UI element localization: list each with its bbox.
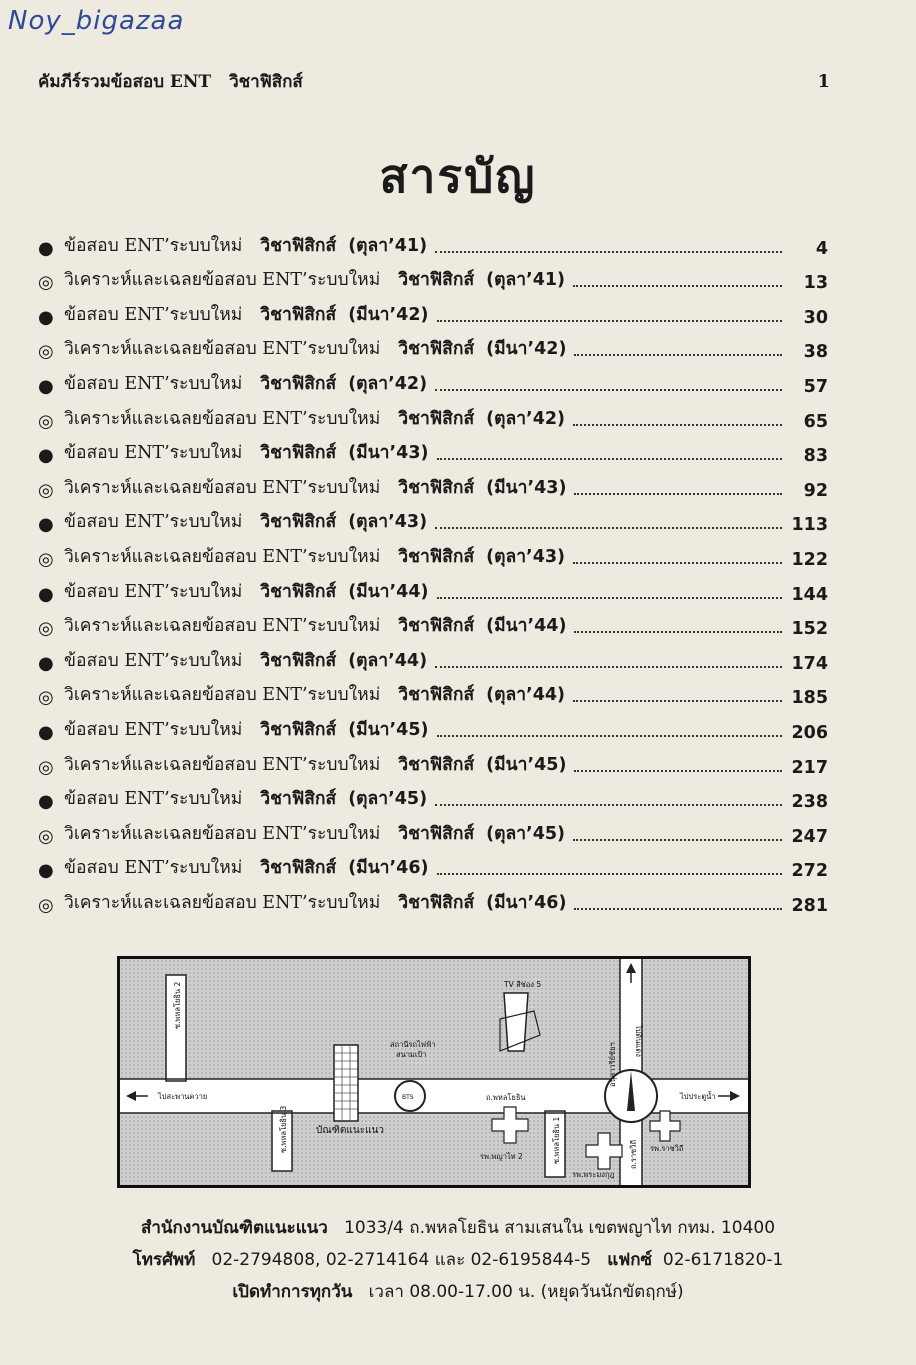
- toc-entry-text: ข้อสอบ ENT’ระบบใหม่: [64, 789, 243, 810]
- ring-bullet-icon: [38, 480, 64, 501]
- toc-entry-page: 83: [803, 446, 828, 467]
- toc-entry: [38, 605, 828, 640]
- solid-bullet-icon: [38, 722, 64, 743]
- solid-bullet-icon: [38, 653, 64, 674]
- toc-entry-subject: วิชาฟิสิกส์: [398, 892, 475, 913]
- toc-entry-date: (มีนา’43): [348, 443, 429, 464]
- toc-entry-date: (มีนา’45): [486, 754, 567, 775]
- ring-bullet-icon: [38, 618, 64, 639]
- toc-entry: [38, 501, 828, 536]
- map-label-pratunam: ไปประตูน้ำ: [680, 1092, 716, 1101]
- ring-bullet-icon: [38, 411, 64, 432]
- toc-entry: [38, 743, 828, 778]
- header-subject: วิชาฟิสิกส์: [229, 71, 303, 92]
- toc-entry-date: (ตุลา’42): [348, 373, 428, 394]
- office-building-icon: [334, 1045, 358, 1121]
- toc-entry-subject: วิชาฟิสิกส์: [398, 339, 475, 360]
- toc-entry-subject: วิชาฟิสิกส์: [398, 546, 475, 567]
- dot-leader: [437, 873, 782, 875]
- dot-leader: [573, 562, 782, 564]
- toc-entry-page: 30: [803, 307, 828, 328]
- map-label-phahon-road: ถ.พหลโยธิน: [486, 1093, 526, 1102]
- ring-bullet-icon: [38, 895, 64, 916]
- map-label-bts-station2: สนามเป้า: [396, 1050, 427, 1059]
- toc-entry-date: (ตุลา’45): [486, 823, 566, 844]
- toc-entry-text: วิเคราะห์และเฉลยข้อสอบ ENT’ระบบใหม่: [64, 754, 381, 775]
- dot-leader: [573, 424, 782, 426]
- map-label-soi3: ซ.พหลโยธิน 3: [279, 1105, 288, 1153]
- map-label-ratchawithi-road: ถ.ราชวิถี: [629, 1139, 638, 1169]
- solid-bullet-icon: [38, 307, 64, 328]
- map-label-office: บัณฑิตแนะแนว: [316, 1125, 384, 1136]
- page-title: สารบัญ: [379, 149, 537, 203]
- handwritten-note: Noy_bigazaa: [8, 6, 185, 36]
- dot-leader: [435, 804, 782, 806]
- toc-entry: [38, 674, 828, 709]
- map-label-bts-station: สถานีรถไฟฟ้า: [390, 1040, 436, 1049]
- office-address: 1033/4 ถ.พหลโยธิน สามเสนใน เขตพญาไท กทม. 10400: [344, 1218, 776, 1238]
- toc-entry-date: (มีนา’45): [348, 719, 429, 740]
- toc-entry-text: วิเคราะห์และเฉลยข้อสอบ ENT’ระบบใหม่: [64, 477, 381, 498]
- phone-numbers: 02-2794808, 02-2714164 และ 02-6195844-5: [211, 1250, 592, 1270]
- fax-label: แฟกซ์: [607, 1250, 653, 1270]
- ring-bullet-icon: [38, 341, 64, 362]
- toc-entry-subject: วิชาฟิสิกส์: [398, 685, 475, 706]
- dot-leader: [437, 735, 782, 737]
- toc-entry-subject: วิชาฟิสิกส์: [398, 823, 475, 844]
- dot-leader: [437, 458, 782, 460]
- tv5-tower-icon: [504, 993, 528, 1051]
- hours-line: [76, 1276, 840, 1308]
- map-label-saphan-khwai: ไปสะพานควาย: [158, 1092, 208, 1101]
- toc-entry-text: ข้อสอบ ENT’ระบบใหม่: [64, 443, 243, 464]
- toc-entry-page: 92: [803, 480, 828, 501]
- map-label-din-daeng: ไปดินแดง: [634, 1025, 643, 1057]
- toc-entry: [38, 881, 828, 916]
- toc-entry-text: ข้อสอบ ENT’ระบบใหม่: [64, 373, 243, 394]
- dot-leader: [574, 631, 782, 633]
- toc-entry-text: ข้อสอบ ENT’ระบบใหม่: [64, 581, 243, 602]
- toc-entry-text: วิเคราะห์และเฉลยข้อสอบ ENT’ระบบใหม่: [64, 546, 381, 567]
- toc-entry-text: ข้อสอบ ENT’ระบบใหม่: [64, 512, 243, 533]
- toc-entry-subject: วิชาฟิสิกส์: [260, 858, 337, 879]
- toc-entry-text: วิเคราะห์และเฉลยข้อสอบ ENT’ระบบใหม่: [64, 408, 381, 429]
- toc-entry: [38, 293, 828, 328]
- map-drawing: [120, 959, 748, 1185]
- fax-number: 02-6171820-1: [662, 1250, 784, 1270]
- toc-entry-text: วิเคราะห์และเฉลยข้อสอบ ENT’ระบบใหม่: [64, 270, 381, 291]
- toc-entry-page: 113: [791, 515, 828, 536]
- toc-entry-text: วิเคราะห์และเฉลยข้อสอบ ENT’ระบบใหม่: [64, 616, 381, 637]
- office-label: สำนักงานบัณฑิตแนะแนว: [140, 1218, 328, 1238]
- toc-entry-date: (มีนา’46): [348, 858, 429, 879]
- toc-entry-date: (ตุลา’41): [486, 270, 566, 291]
- toc-entry-page: 272: [791, 861, 828, 882]
- dot-leader: [437, 597, 782, 599]
- address-line: [76, 1212, 840, 1244]
- toc-entry-page: 65: [803, 411, 828, 432]
- toc-entry-page: 281: [791, 895, 828, 916]
- toc-entry: [38, 570, 828, 605]
- toc-entry-date: (มีนา’43): [486, 477, 567, 498]
- toc-entry-page: 13: [803, 273, 828, 294]
- toc-entry-subject: วิชาฟิสิกส์: [260, 581, 337, 602]
- toc-entry: [38, 259, 828, 294]
- toc-entry-subject: วิชาฟิสิกส์: [398, 270, 475, 291]
- toc-entry-text: วิเคราะห์และเฉลยข้อสอบ ENT’ระบบใหม่: [64, 823, 381, 844]
- toc-entry-page: 122: [791, 549, 828, 570]
- solid-bullet-icon: [38, 860, 64, 881]
- toc-entry-date: (ตุลา’44): [348, 650, 428, 671]
- toc-entry-subject: วิชาฟิสิกส์: [260, 719, 337, 740]
- toc-entry-date: (ตุลา’43): [486, 546, 566, 567]
- toc-entry-date: (ตุลา’41): [348, 235, 428, 256]
- solid-bullet-icon: [38, 376, 64, 397]
- toc-entry-subject: วิชาฟิสิกส์: [260, 512, 337, 533]
- toc-entry-subject: วิชาฟิสิกส์: [398, 408, 475, 429]
- phone-line: [76, 1244, 840, 1276]
- toc-entry-page: 4: [815, 238, 828, 259]
- hours-label: เปิดทำการทุกวัน: [232, 1282, 353, 1302]
- toc-entry-date: (มีนา’44): [348, 581, 429, 602]
- contact-info: [76, 1212, 840, 1308]
- toc-entry-subject: วิชาฟิสิกส์: [398, 754, 475, 775]
- dot-leader: [437, 320, 782, 322]
- toc-entry-page: 152: [791, 619, 828, 640]
- toc-entry: [38, 535, 828, 570]
- map-label-phyathai2: รพ.พญาไท 2: [480, 1152, 523, 1161]
- solid-bullet-icon: [38, 238, 64, 259]
- dot-leader: [435, 251, 782, 253]
- map-label-soi2: ซ.พหลโยธิน 2: [173, 981, 182, 1029]
- dot-leader: [435, 389, 782, 391]
- toc-entry-text: ข้อสอบ ENT’ระบบใหม่: [64, 858, 243, 879]
- map-label-bts: BTS: [402, 1094, 414, 1101]
- map-label-ratchawithi-hosp: รพ.ราชวิถี: [650, 1144, 684, 1153]
- toc-entry: [38, 708, 828, 743]
- map-label-tv5: TV สีช่อง 5: [504, 980, 542, 989]
- toc-entry: [38, 847, 828, 882]
- toc-entry-subject: วิชาฟิสิกส์: [260, 373, 337, 394]
- toc-entry-text: วิเคราะห์และเฉลยข้อสอบ ENT’ระบบใหม่: [64, 339, 381, 360]
- toc-entry-subject: วิชาฟิสิกส์: [260, 650, 337, 671]
- toc-entry-date: (ตุลา’44): [486, 685, 566, 706]
- toc-entry-date: (ตุลา’42): [486, 408, 566, 429]
- toc-entry: [38, 397, 828, 432]
- toc-entry-subject: วิชาฟิสิกส์: [260, 443, 337, 464]
- dot-leader: [574, 770, 782, 772]
- toc-entry: [38, 466, 828, 501]
- toc-entry-text: ข้อสอบ ENT’ระบบใหม่: [64, 719, 243, 740]
- phone-label: โทรศัพท์: [132, 1250, 196, 1270]
- toc-entry-subject: วิชาฟิสิกส์: [398, 477, 475, 498]
- toc-entry-page: 38: [803, 342, 828, 363]
- toc-entry-page: 174: [791, 653, 828, 674]
- dot-leader: [573, 700, 782, 702]
- toc-entry: [38, 328, 828, 363]
- toc-entry-date: (มีนา’44): [486, 616, 567, 637]
- toc-entry: [38, 224, 828, 259]
- toc-entry-page: 217: [791, 757, 828, 778]
- toc-entry: [38, 778, 828, 813]
- toc-entry-date: (มีนา’42): [348, 304, 429, 325]
- toc-entry-page: 238: [791, 792, 828, 813]
- solid-bullet-icon: [38, 791, 64, 812]
- solid-bullet-icon: [38, 445, 64, 466]
- toc-entry-text: ข้อสอบ ENT’ระบบใหม่: [64, 304, 243, 325]
- toc-entry: [38, 639, 828, 674]
- toc-entry-date: (ตุลา’43): [348, 512, 428, 533]
- map-label-soi1: ซ.พหลโยธิน 1: [552, 1116, 561, 1164]
- toc-entry-date: (มีนา’46): [486, 892, 567, 913]
- table-of-contents: [38, 224, 828, 916]
- dot-leader: [574, 354, 782, 356]
- ring-bullet-icon: [38, 549, 64, 570]
- dot-leader: [574, 493, 782, 495]
- dot-leader: [574, 908, 782, 910]
- page-number: 1: [817, 70, 830, 92]
- toc-entry-page: 247: [791, 826, 828, 847]
- toc-entry: [38, 432, 828, 467]
- toc-entry-page: 144: [791, 584, 828, 605]
- dot-leader: [435, 527, 782, 529]
- map-label-victory-monument: อนุสาวรีย์ชัยฯ: [608, 1042, 617, 1087]
- solid-bullet-icon: [38, 514, 64, 535]
- toc-entry-text: วิเคราะห์และเฉลยข้อสอบ ENT’ระบบใหม่: [64, 685, 381, 706]
- toc-entry-page: 57: [803, 376, 828, 397]
- toc-entry-date: (ตุลา’45): [348, 789, 428, 810]
- toc-entry-subject: วิชาฟิสิกส์: [260, 304, 337, 325]
- dot-leader: [435, 666, 782, 668]
- ring-bullet-icon: [38, 272, 64, 293]
- dot-leader: [573, 839, 782, 841]
- solid-bullet-icon: [38, 584, 64, 605]
- location-map: [117, 956, 751, 1188]
- toc-entry-subject: วิชาฟิสิกส์: [260, 789, 337, 810]
- map-label-phramongkut: รพ.พระมงกุฎ: [572, 1170, 615, 1179]
- book-title: คัมภีร์รวมข้อสอบ ENT: [38, 71, 212, 92]
- toc-entry-text: วิเคราะห์และเฉลยข้อสอบ ENT’ระบบใหม่: [64, 892, 381, 913]
- toc-entry-subject: วิชาฟิสิกส์: [260, 235, 337, 256]
- toc-entry: [38, 812, 828, 847]
- ring-bullet-icon: [38, 687, 64, 708]
- toc-entry: [38, 362, 828, 397]
- toc-entry-text: ข้อสอบ ENT’ระบบใหม่: [64, 235, 243, 256]
- toc-entry-subject: วิชาฟิสิกส์: [398, 616, 475, 637]
- toc-entry-page: 206: [791, 722, 828, 743]
- opening-hours: เวลา 08.00-17.00 น. (หยุดวันนักขัตฤกษ์): [368, 1282, 684, 1302]
- toc-entry-page: 185: [791, 688, 828, 709]
- toc-entry-text: ข้อสอบ ENT’ระบบใหม่: [64, 650, 243, 671]
- ring-bullet-icon: [38, 757, 64, 778]
- ring-bullet-icon: [38, 826, 64, 847]
- toc-entry-date: (มีนา’42): [486, 339, 567, 360]
- dot-leader: [573, 285, 782, 287]
- running-header: [38, 66, 830, 96]
